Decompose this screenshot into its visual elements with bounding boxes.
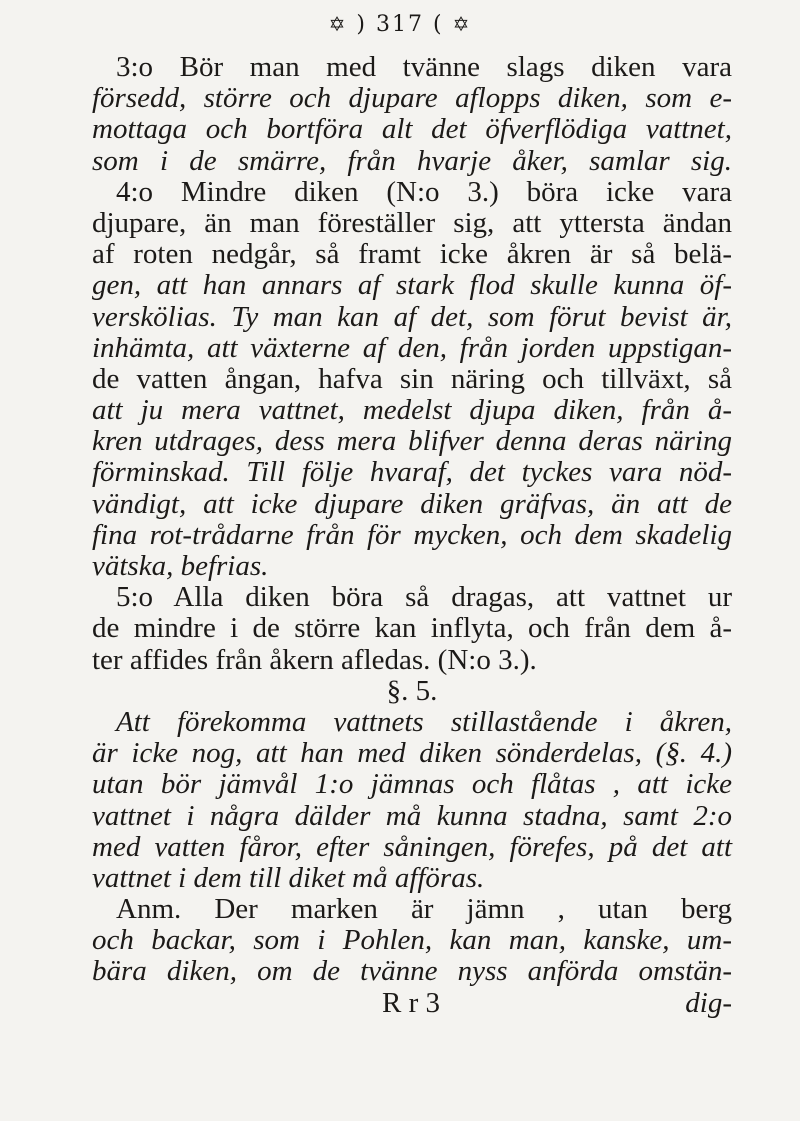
section-heading: §. 5. xyxy=(386,674,438,707)
text-line: de mindre i de större kan inflyta, och från dem å- xyxy=(92,612,732,645)
page-number: ) 317 ( xyxy=(356,12,444,37)
text-line: af roten nedgår, så framt icke åkren är så belä- xyxy=(92,238,732,271)
text-line: Anm. Der marken är jämn , utan berg xyxy=(116,893,732,926)
text-line: kren utdrages, dess mera blifver denna deras näring xyxy=(92,425,732,458)
text-line: gen, att han annars af stark flod skulle kunna öf- xyxy=(92,269,732,302)
text-line: fina rot-trådarne från för mycken, och dem skadelig xyxy=(92,518,732,551)
text-line: de vatten ångan, hafva sin näring och tillväxt, så xyxy=(92,362,732,395)
text-line: vattnet i dem till diket må afföras. xyxy=(92,861,485,894)
text-line: djupare, än man föreställer sig, att yttersta ändan xyxy=(92,206,732,239)
text-line: inhämta, att växterne af den, från jorden uppstigan- xyxy=(92,331,732,364)
text-line: är icke nog, att han med diken sönderdelas, (§. 4.) xyxy=(92,737,732,770)
text-line: Att förekomma vattnets stillastående i åkren, xyxy=(116,705,732,738)
signature-mark: R r 3 xyxy=(382,986,440,1019)
catchword: dig- xyxy=(685,986,732,1019)
text-line: med vatten fåror, efter såningen, förefes, på det att xyxy=(92,830,732,863)
text-line: och backar, som i Pohlen, kan man, kanske, um- xyxy=(92,924,732,957)
page-header xyxy=(0,12,800,37)
text-line: ter affides från åkern afledas. (N:o 3.). xyxy=(92,643,537,676)
star-ornament-icon: ✡ xyxy=(452,12,472,36)
text-line: vändigt, att icke djupare diken gräfvas, än att de xyxy=(92,487,732,520)
text-line: verskölias. Ty man kan af det, som förut bevist är, xyxy=(92,300,732,333)
star-ornament-icon: ✡ xyxy=(328,12,348,36)
text-line: 3:o Bör man med tvänne slags diken vara xyxy=(116,51,732,83)
text-line: mottaga och bortföra alt det öfverflödiga vattnet, xyxy=(92,113,732,146)
page-footer xyxy=(92,988,732,1019)
text-line: som i de smärre, från hvarje åker, samlar sig. xyxy=(92,144,732,177)
body-text xyxy=(92,52,732,1019)
text-line: förminskad. Till följe hvaraf, det tyckes vara nöd- xyxy=(92,456,732,489)
text-line: 4:o Mindre diken (N:o 3.) böra icke vara xyxy=(116,175,732,208)
text-line: vattnet i några dälder må kunna stadna, samt 2:o xyxy=(92,799,732,832)
text-line: 5:o Alla diken böra så dragas, att vattnet ur xyxy=(116,581,732,614)
text-line: försedd, större och djupare aflopps diken, som e- xyxy=(92,82,732,115)
text-line: att ju mera vattnet, medelst djupa diken, från å- xyxy=(92,394,732,427)
text-line: utan bör jämvål 1:o jämnas och flåtas , att icke xyxy=(92,768,732,801)
text-line: vätska, befrias. xyxy=(92,550,269,582)
text-line: bära diken, om de tvänne nyss anförda omstän- xyxy=(92,955,732,988)
